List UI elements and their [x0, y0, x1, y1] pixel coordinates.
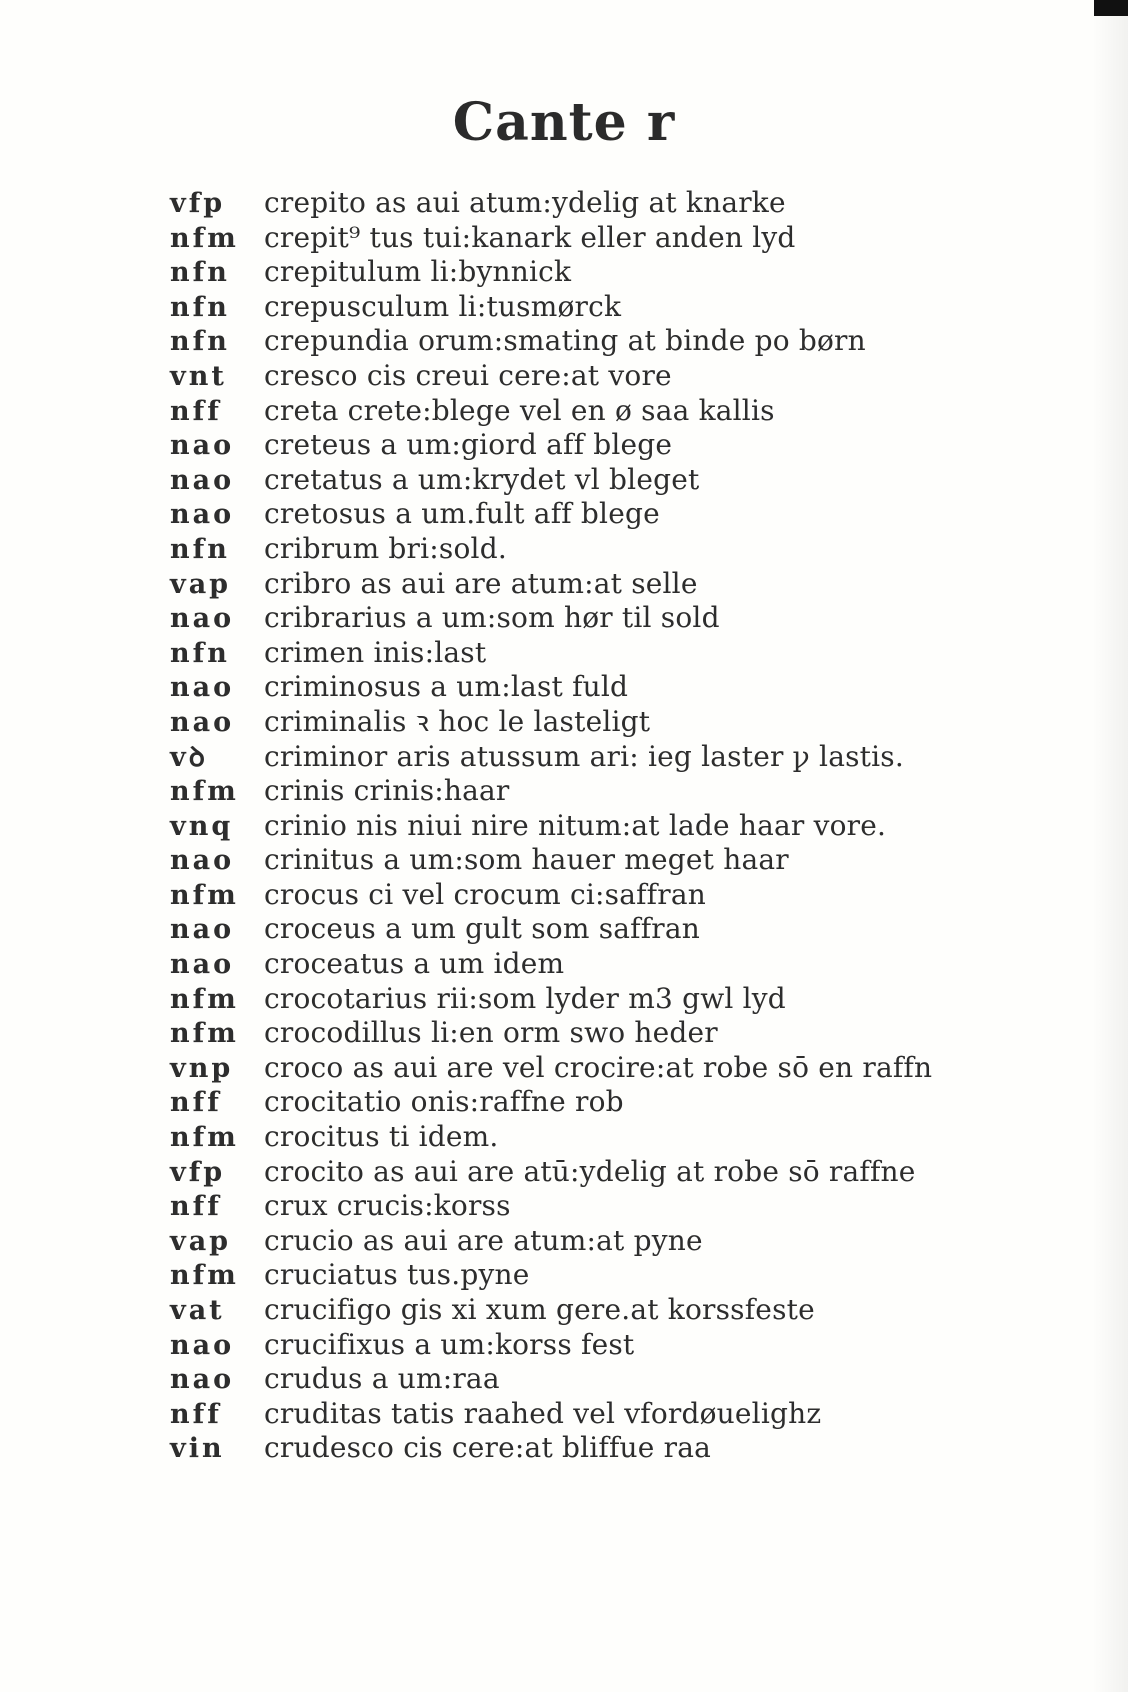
grammar-code: nfm: [170, 1122, 239, 1154]
entry-text: cretatus a um:krydet vl bleget: [264, 462, 700, 496]
dictionary-entry: [170, 1397, 950, 1432]
entry-text: crocodillus li:en orm swo heder: [264, 1016, 718, 1050]
grammar-code: nfm: [170, 879, 239, 911]
entry-text: crocitus ti idem.: [264, 1120, 499, 1154]
entry-text: cribrum bri:sold.: [264, 531, 507, 565]
dictionary-entry: [170, 221, 950, 256]
dictionary-entry: [170, 809, 950, 844]
dictionary-entry: [170, 1155, 950, 1190]
entry-text: crocito as aui are atū:ydelig at robe sō raffne: [264, 1154, 916, 1188]
entry-text: criminor aris atussum ari: ieg laster ꝩ lastis.: [264, 739, 904, 773]
entry-text: crux crucis:korss: [264, 1189, 511, 1223]
page-edge-shadow: [1092, 0, 1128, 1692]
dictionary-entry: [170, 1431, 950, 1466]
grammar-code: nfm: [170, 983, 239, 1015]
entry-text: crudus a um:raa: [264, 1362, 500, 1396]
grammar-code: vnt: [170, 360, 227, 392]
dictionary-entries: [170, 186, 950, 1466]
dictionary-entry: [170, 324, 950, 359]
dictionary-entry: [170, 912, 950, 947]
dictionary-entry: [170, 878, 950, 913]
page-header: Cante r: [452, 92, 676, 153]
dictionary-entry: [170, 982, 950, 1017]
entry-text: crinio nis niui nire nitum:at lade haar vore.: [264, 808, 887, 842]
grammar-code: nfn: [170, 326, 230, 358]
entry-text: croco as aui are vel crocire:at robe sō en raffn: [264, 1050, 933, 1084]
entry-text: crucifixus a um:korss fest: [264, 1327, 635, 1361]
dictionary-entry: [170, 1016, 950, 1051]
dictionary-entry: [170, 1189, 950, 1224]
dictionary-entry: [170, 740, 950, 775]
grammar-code: nao: [170, 1364, 235, 1396]
grammar-code: nfn: [170, 533, 230, 565]
entry-text: croceatus a um idem: [264, 947, 565, 981]
grammar-code: nao: [170, 845, 235, 877]
entry-text: cretosus a um.fult aff blege: [264, 497, 660, 531]
entry-text: creteus a um:giord aff blege: [264, 428, 673, 462]
grammar-code: nfn: [170, 291, 230, 323]
dictionary-entry: [170, 1224, 950, 1259]
grammar-code: vap: [170, 568, 232, 600]
grammar-code: nfm: [170, 776, 239, 808]
entry-text: criminosus a um:last fuld: [264, 670, 629, 704]
dictionary-entry: [170, 290, 950, 325]
grammar-code: nfn: [170, 637, 230, 669]
entry-text: cruciatus tus.pyne: [264, 1258, 530, 1292]
grammar-code: vap: [170, 1225, 232, 1257]
grammar-code: nfm: [170, 222, 239, 254]
corner-scan-mark: [1094, 0, 1128, 16]
grammar-code: nfn: [170, 257, 230, 289]
dictionary-entry: [170, 532, 950, 567]
entry-text: cruditas tatis raahed vel vfordøuelighz: [264, 1396, 822, 1430]
dictionary-entry: [170, 774, 950, 809]
grammar-code: nff: [170, 1398, 222, 1430]
entry-text: crucifigo gis xi xum gere.at korssfeste: [264, 1293, 815, 1326]
grammar-code: vꝺ: [170, 741, 208, 773]
dictionary-entry: [170, 463, 950, 498]
grammar-code: vin: [170, 1433, 225, 1465]
entry-text: crepusculum li:tusmørck: [264, 289, 622, 323]
dictionary-entry: [170, 670, 950, 705]
dictionary-entry: [170, 947, 950, 982]
entry-text: crocotarius rii:som lyder m3 gwl lyd: [264, 981, 786, 1015]
entry-text: creta crete:blege vel en ø saa kallis: [264, 393, 775, 427]
grammar-code: nao: [170, 1329, 235, 1361]
entry-text: crinis crinis:haar: [264, 774, 510, 808]
dictionary-entry: [170, 1120, 950, 1155]
dictionary-entry: [170, 1362, 950, 1397]
dictionary-entry: [170, 255, 950, 290]
grammar-code: nao: [170, 706, 235, 738]
entry-text: crimen inis:last: [264, 635, 487, 669]
dictionary-entry: [170, 843, 950, 878]
entry-text: cribrarius a um:som hør til sold: [264, 601, 720, 635]
entry-text: crinitus a um:som hauer meget haar: [264, 843, 789, 877]
dictionary-entry: [170, 428, 950, 463]
entry-text: crepitulum li:bynnick: [264, 255, 572, 289]
grammar-code: nff: [170, 1087, 222, 1119]
entry-text: crepit⁹ tus tui:kanark eller anden lyd: [264, 220, 796, 254]
dictionary-entry: [170, 636, 950, 671]
dictionary-entry: [170, 1085, 950, 1120]
entry-text: criminalis ꝛ hoc le lasteligt: [264, 704, 651, 738]
dictionary-entry: [170, 394, 950, 429]
grammar-code: nff: [170, 395, 222, 427]
entry-text: crocus ci vel crocum ci:saffran: [264, 877, 706, 911]
grammar-code: vfp: [170, 1156, 226, 1188]
entry-text: cribro as aui are atum:at selle: [264, 566, 698, 600]
entry-text: cresco cis creui cere:at vore: [264, 358, 672, 392]
grammar-code: nao: [170, 949, 235, 981]
dictionary-entry: [170, 1293, 950, 1328]
grammar-code: nff: [170, 1191, 222, 1223]
grammar-code: vat: [170, 1295, 225, 1326]
grammar-code: nfm: [170, 1018, 239, 1050]
dictionary-entry: [170, 601, 950, 636]
dictionary-entry: [170, 1258, 950, 1293]
entry-text: crepito as aui atum:ydelig at knarke: [264, 186, 786, 219]
dictionary-entry: [170, 186, 950, 221]
grammar-code: nao: [170, 914, 235, 946]
entry-text: croceus a um gult som saffran: [264, 912, 700, 946]
entry-text: crucio as aui are atum:at pyne: [264, 1223, 703, 1257]
grammar-code: vnq: [170, 810, 234, 842]
grammar-code: nao: [170, 464, 235, 496]
grammar-code: nao: [170, 603, 235, 635]
dictionary-entry: [170, 359, 950, 394]
grammar-code: nao: [170, 499, 235, 531]
dictionary-entry: [170, 1051, 950, 1086]
grammar-code: nao: [170, 430, 235, 462]
grammar-code: vfp: [170, 188, 226, 219]
dictionary-entry: [170, 497, 950, 532]
grammar-code: nao: [170, 672, 235, 704]
entry-text: crepundia orum:smating at binde po børn: [264, 324, 866, 358]
entry-text: crudesco cis cere:at bliffue raa: [264, 1431, 712, 1465]
grammar-code: nfm: [170, 1260, 239, 1292]
dictionary-entry: [170, 705, 950, 740]
grammar-code: vnp: [170, 1052, 234, 1084]
dictionary-entry: [170, 567, 950, 602]
entry-text: crocitatio onis:raffne rob: [264, 1085, 624, 1119]
dictionary-entry: [170, 1328, 950, 1363]
